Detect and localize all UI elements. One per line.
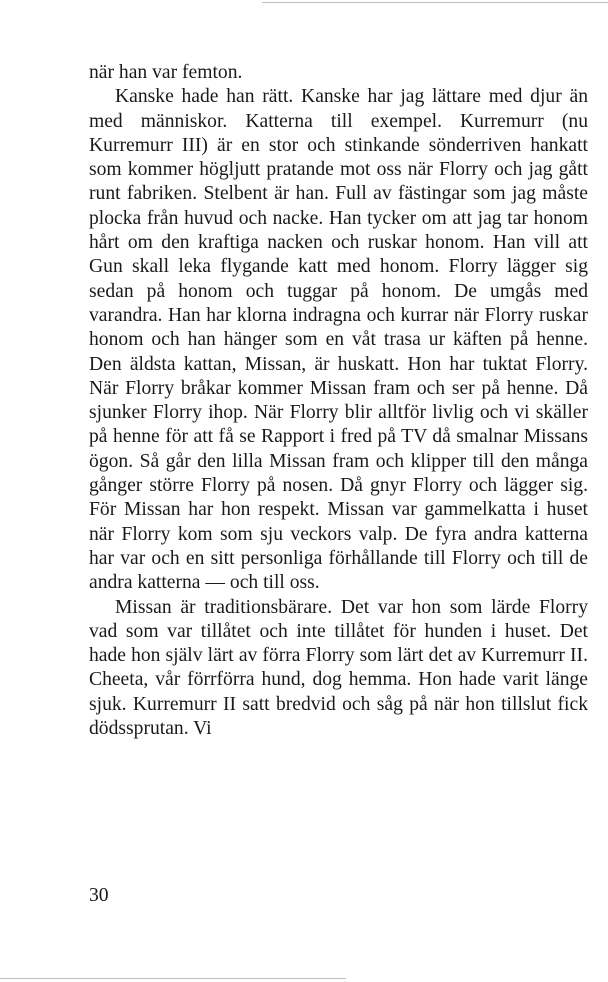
bottom-edge-line (0, 978, 346, 979)
paragraph-continuation: när han var femton. (89, 62, 243, 83)
paragraph-cats: Kanske hade han rätt. Kanske har jag lättare med djur än med människor. Katterna till exempel. Kurremurr (nu Kurremurr III) är en stor och stinkande sönderriven hankatt som kommer högljutt pratande mot oss när Florry och jag gått runt fabriken. Stelbent är han. Full av fästingar som jag måste plocka från huvud och nacke. Han tycker om att jag tar honom hårt om den kraftiga nacken och ruskar honom. Han vill att Gun skall leka flygande katt med honom. Florry lägger sig sedan på honom och tuggar på honom. De umgås med varandra. Han har klorna indragna och kurrar när Florry ruskar honom och han hänger som en våt trasa ur käften på henne. Den äldsta kattan, Missan, är huskatt. Hon har tuktat Florry. När Florry bråkar kommer Missan fram och ser på henne. Då sjunker Florry ihop. När Florry blir alltför livlig och vi skäller på henne för att få se Rapport i fred på TV då smalnar Missans ögon. Så går den lilla Missan fram och klipper till den många gånger större Florry på nosen. Då gnyr Florry och lägger sig. För Missan har hon respekt. Missan var gammelkatta i huset när Florry kom som sju veckors valp. De fyra andra katterna har var och en sitt personliga förhållande till Florry och till de andra katterna — och till oss. (89, 86, 588, 594)
paragraph-missan: Missan är traditionsbärare. Det var hon som lärde Florry vad som var tillåtet och inte tillåtet för hunden i huset. Det hade hon själv lärt av förra Florry som lärt det av Kurremurr II. Cheeta, vår förrförra hund, dog hemma. Hon hade varit länge sjuk. Kurremurr II satt bredvid och såg på när hon tillslut fick dödssprutan. Vi (89, 596, 588, 740)
page-body (89, 61, 588, 741)
page-number: 30 (89, 885, 109, 906)
top-edge-line (262, 2, 608, 3)
